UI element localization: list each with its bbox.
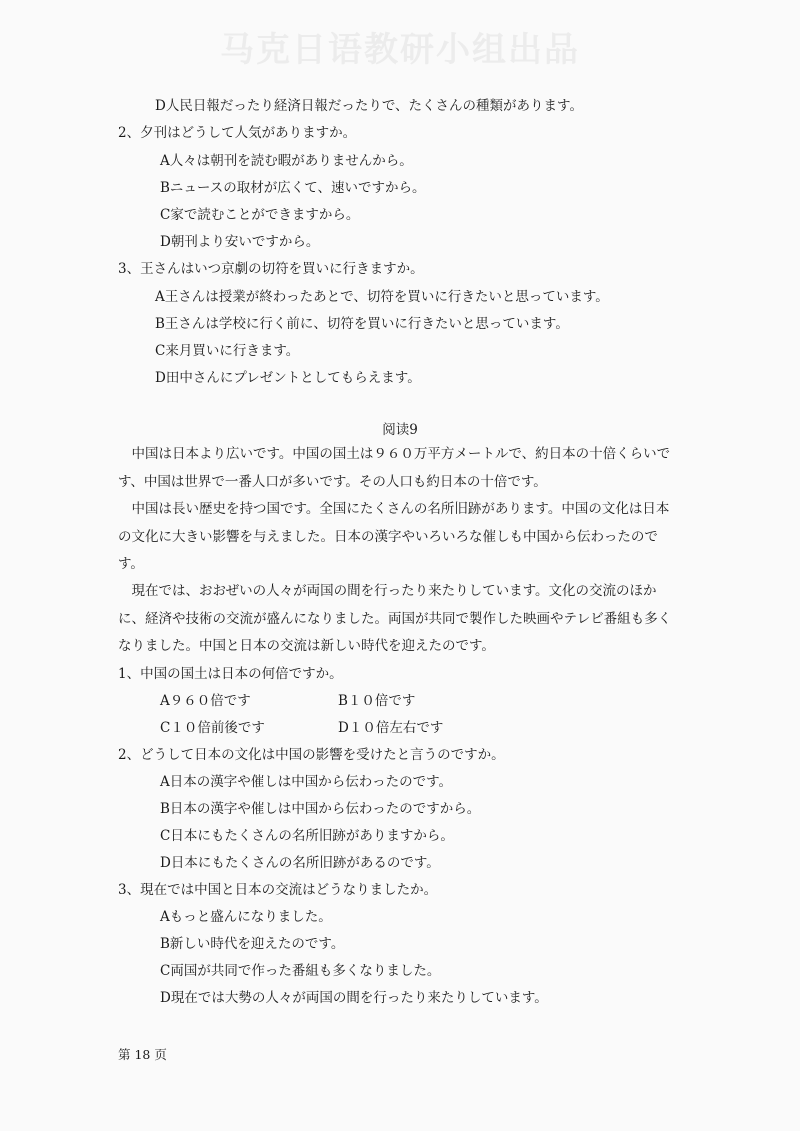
reading-title: 阅读9 [382,422,418,438]
prev-q2-option-b: Bニュースの取材が広くて、速いですから。 [160,180,426,196]
reading-q1-option-a: A９６０倍です [160,693,251,709]
reading-q3-option-a: Aもっと盛んになりました。 [160,909,332,925]
prev-q3-option-c: C来月買いに行きます。 [155,343,300,359]
reading-question-3: 3、現在では中国と日本の交流はどうなりましたか。 [118,882,438,898]
watermark-header: 马克日语教研小组出品 [220,30,580,70]
page-number: 第 18 页 [118,1047,167,1062]
reading-q2-option-c: C日本にもたくさんの名所旧跡がありますから。 [160,828,454,844]
prev-question-2: 2、夕刊はどうして人気がありますか。 [118,125,357,141]
reading-question-2: 2、どうして日本の文化は中国の影響を受けたと言うのですか。 [118,747,505,763]
reading-paragraph-3: 現在では、おおぜいの人々が両国の間を行ったり来たりしています。文化の交流のほかに、経済や技術の交流が盛んになりました。両国が共同で製作した映画やテレビ番組も多くなりました。中国と日本の交流は新しい時代を迎えたのです。 [118,583,672,654]
reading-paragraph-2: 中国は長い歴史を持つ国です。全国にたくさんの名所旧跡があります。中国の文化は日本の文化に大きい影響を与えました。日本の漢字やいろいろな催しも中国から伝わったのです。 [118,501,670,572]
prev-q3-option-b: B王さんは学校に行く前に、切符を買いに行きたいと思っています。 [155,316,569,332]
prev-q2-option-c: C家で読むことができますから。 [160,207,360,223]
prev-q3-option-d: D田中さんにプレゼントとしてもらえます。 [155,370,421,386]
prev-q3-option-a: A王さんは授業が終わったあとで、切符を買いに行きたいと思っています。 [155,289,609,305]
reading-q2-option-a: A日本の漢字や催しは中国から伝わったのです。 [160,774,453,790]
reading-q3-option-d: D現在では大勢の人々が両国の間を行ったり来たりしています。 [160,990,548,1006]
reading-q1-option-d: D１０倍左右です [338,720,444,736]
prev-question-3: 3、王さんはいつ京劇の切符を買いに行きますか。 [118,261,424,277]
reading-q2-option-b: B日本の漢字や催しは中国から伝わったのですから。 [160,801,481,817]
reading-q3-option-c: C両国が共同で作った番組も多くなりました。 [160,963,441,979]
reading-q1-option-b: B１０倍です [338,693,416,709]
reading-question-1: 1、中国の国土は日本の何倍ですか。 [118,666,343,682]
reading-q1-option-c: C１０倍前後です [160,720,265,736]
reading-q3-option-b: B新しい時代を迎えたのです。 [160,936,345,952]
reading-q2-option-d: D日本にもたくさんの名所旧跡があるのです。 [160,855,440,871]
prev-q2-option-d: D朝刊より安いですから。 [160,234,320,250]
prev-q1-option-d: D人民日報だったり経済日報だったりで、たくさんの種類があります。 [155,98,583,114]
reading-paragraph-1: 中国は日本より広いです。中国の国土は９６０万平方メートルで、約日本の十倍くらいです、中国は世界で一番人口が多いです。その人口も約日本の十倍です。 [118,446,671,490]
prev-q2-option-a: A人々は朝刊を読む暇がありませんから。 [160,153,413,169]
